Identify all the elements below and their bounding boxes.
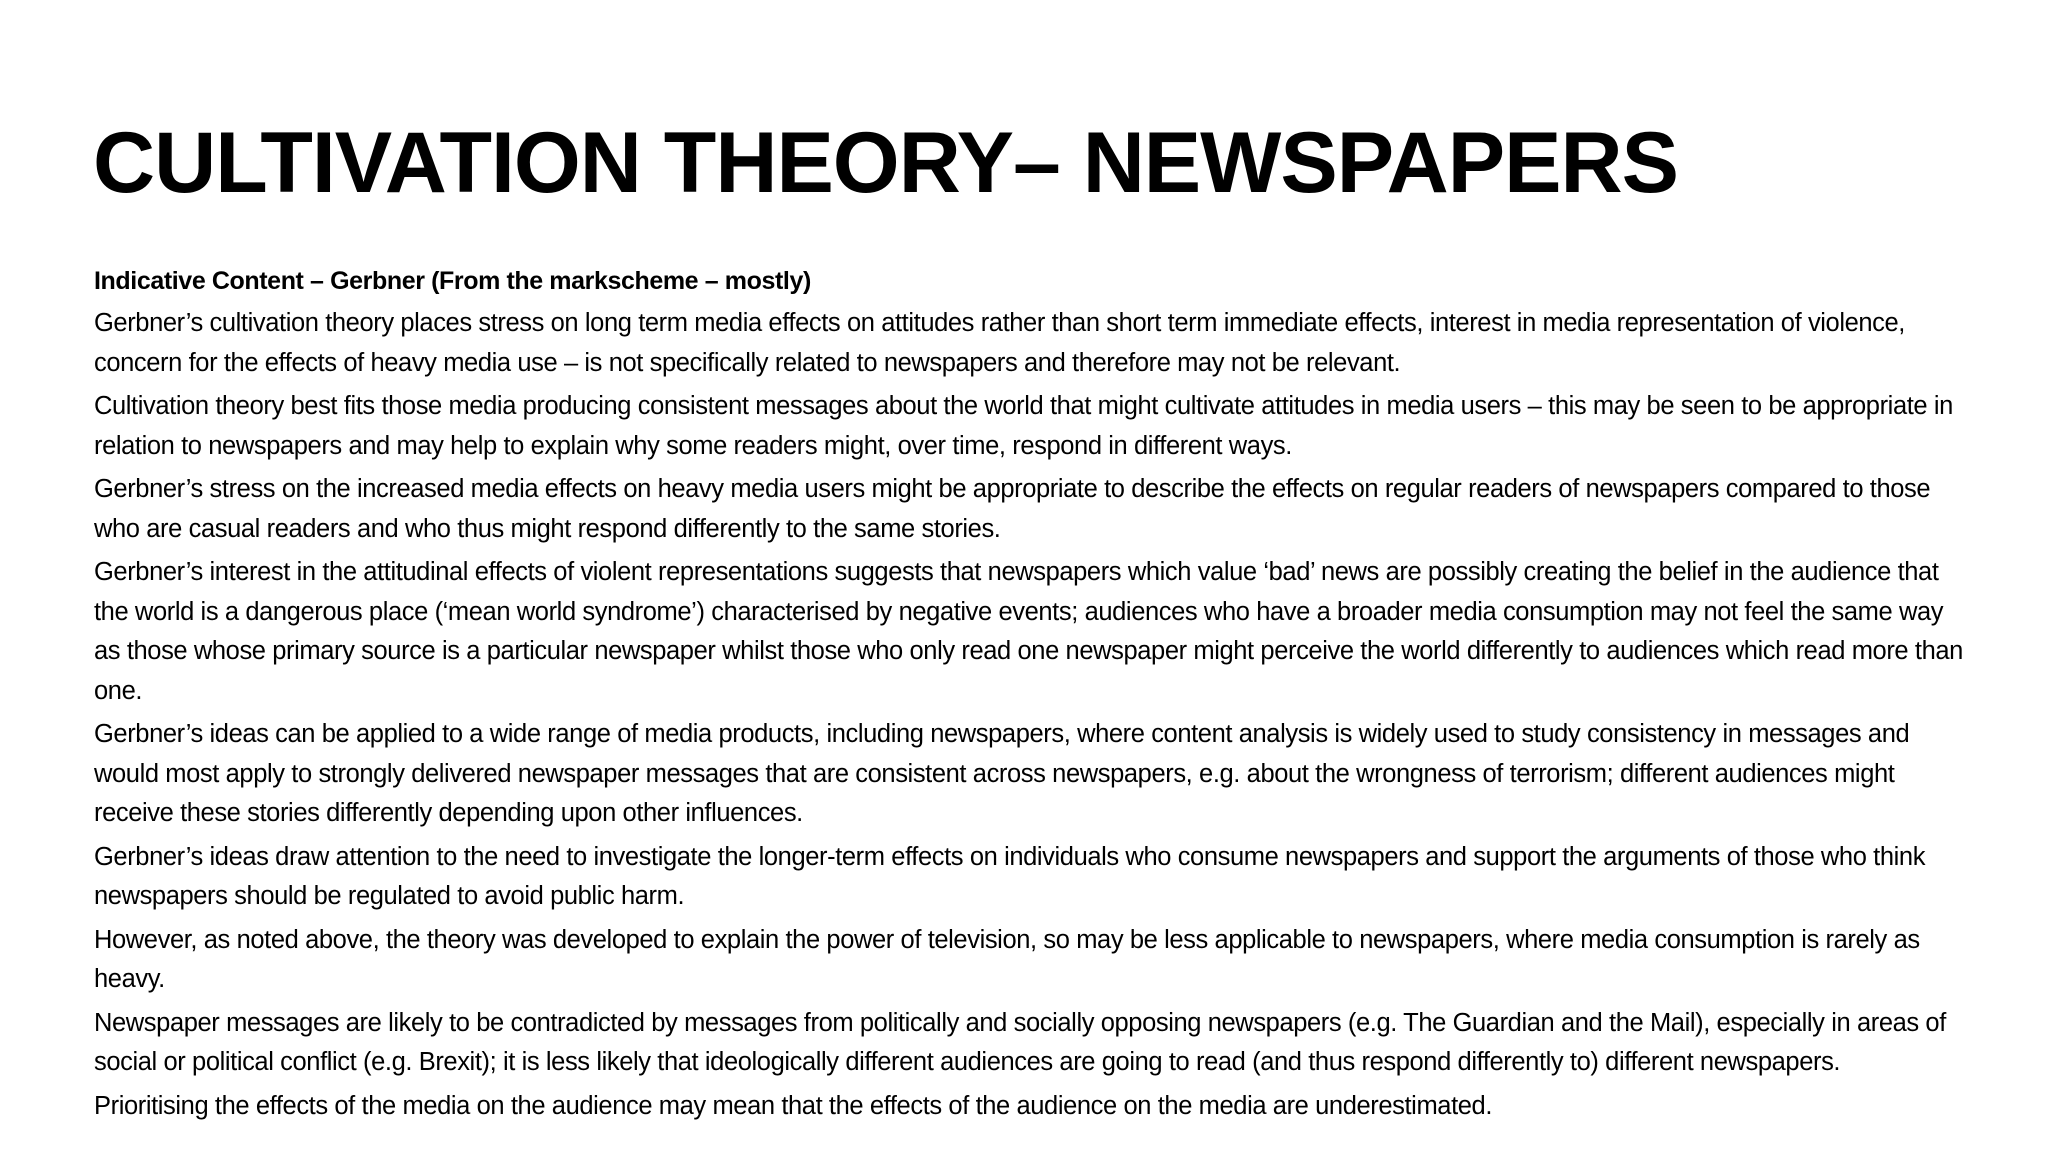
paragraph-9: Prioritising the effects of the media on the audience may mean that the effects of the audience on the media are underestimated. bbox=[94, 1091, 1493, 1120]
slide-title: CULTIVATION THEORY– NEWSPAPERS bbox=[93, 115, 1678, 211]
paragraph-6: Gerbner’s ideas draw attention to the need to investigate the longer-term effects on individuals who consume newspapers and support the arguments of those who think newspapers should be regulated to avoid public harm. bbox=[94, 842, 1926, 910]
paragraph-2: Cultivation theory best fits those media producing consistent messages about the world that might cultivate attitudes in media users – this may be seen to be appropriate in relation to newspapers and may help to explain why some readers might, over time, respond in different ways. bbox=[94, 392, 1953, 460]
paragraph-4: Gerbner’s interest in the attitudinal effects of violent representations suggests that newspapers which value ‘bad’ news are possibly creating the belief in the audience that the world is a dangerous place (‘mean world syndrome’) characterised by negative events; audiences who have a broader media consumption may not feel the same way as those whose primary source is a particular newspaper whilst those who only read one newspaper might perceive the world differently to audiences which read more than one. bbox=[94, 558, 1963, 705]
paragraph-5: Gerbner’s ideas can be applied to a wide range of media products, including newspapers, where content analysis is widely used to study consistency in messages and would most apply to strongly delivered newspaper messages that are consistent across newspapers, e.g. about the wrongness of terrorism; different audiences might receive these stories differently depending upon other influences. bbox=[94, 720, 1910, 827]
paragraph-1: Gerbner’s cultivation theory places stress on long term media effects on attitudes rather than short term immediate effects, interest in media representation of violence, concern for the effects of heavy media use – is not specifically related to newspapers and therefore may not be relevant. bbox=[94, 309, 1905, 377]
paragraph-3: Gerbner’s stress on the increased media effects on heavy media users might be appropriate to describe the effects on regular readers of newspapers compared to those who are casual readers and who thus might respond differently to the same stories. bbox=[94, 475, 1931, 543]
paragraph-8: Newspaper messages are likely to be contradicted by messages from politically and socially opposing newspapers (e.g. The Guardian and the Mail), especially in areas of social or political conflict (e.g. Brexit); it is less likely that ideologically different audiences are going to read (and thus respond differently to) different newspapers. bbox=[94, 1008, 1946, 1076]
paragraph-7: However, as noted above, the theory was developed to explain the power of television, so may be less applicable to newspapers, where media consumption is rarely as heavy. bbox=[94, 925, 1920, 993]
content-heading: Indicative Content – Gerbner (From the markscheme – mostly) bbox=[94, 267, 811, 295]
slide-content bbox=[94, 263, 1974, 1130]
